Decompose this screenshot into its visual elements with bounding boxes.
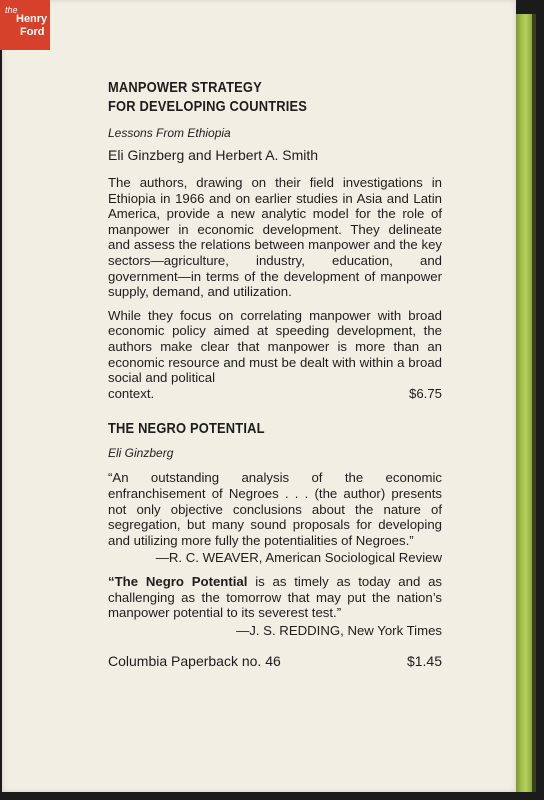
book1-price-line — [108, 386, 442, 402]
series-price: $1.45 — [406, 653, 442, 670]
logo-text-the: the — [5, 5, 18, 15]
book1-description-2: While they focus on correlating manpower with broad economic policy aimed at speeding development, the authors make clear that manpower is more than an economic resource and must be dealt with within a broad social and political — [108, 307, 442, 386]
logo-text-ford: Ford — [20, 26, 45, 38]
book2-quote-1: “An outstanding analysis of the economic enfranchisement of Negroes . . . (the author) presents not only objective conclusions about the nature of segregation, but many sound proposals for developing and utilizing more fully the potentialities of Negroes.” — [108, 470, 442, 548]
book1-title-line2: FOR DEVELOPING COUNTRIES — [108, 98, 308, 115]
book1-description-end: context. — [108, 385, 155, 401]
book2-quote-2-title: “The Negro Potential — [108, 574, 248, 590]
book1-title — [108, 78, 443, 116]
book1-description-1: The authors, drawing on their field investigations in Ethiopia in 1966 and on earlier studies in Asia and Latin America, provide a new analytic model for the role of manpower in economic development. They delineate and assess the relations between manpower and the key sectors—agriculture, industry, education, and government—in terms of the development of manpower supply, demand, and utilization. — [108, 175, 442, 300]
henry-ford-logo — [0, 0, 50, 50]
book1-title-line1: MANPOWER STRATEGY — [108, 79, 262, 96]
book1-price: $6.75 — [408, 385, 442, 401]
logo-text-henry: Henry — [16, 13, 48, 25]
book2-quote-2-text: is as timely as today and as challenging as the tomorrow that may put the nation’s manpower potential to its severest test.” — [108, 574, 443, 621]
cover-text — [108, 78, 442, 669]
series-label: Columbia Paperback no. 46 — [108, 653, 281, 670]
book2-attribution-2: —J. S. REDDING, New York Times — [236, 623, 442, 639]
green-spine — [516, 14, 532, 792]
book1-authors: Eli Ginzberg and Herbert A. Smith — [108, 147, 319, 163]
footer — [108, 653, 442, 669]
book2-attribution-1: —R. C. WEAVER, American Sociological Review — [155, 550, 442, 566]
book1-subtitle: Lessons From Ethiopia — [108, 126, 231, 140]
book2-quote-2 — [108, 574, 442, 621]
spine-edge — [532, 14, 536, 792]
book2-title: THE NEGRO POTENTIAL — [108, 420, 265, 438]
book2-author: Eli Ginzberg — [108, 446, 174, 461]
